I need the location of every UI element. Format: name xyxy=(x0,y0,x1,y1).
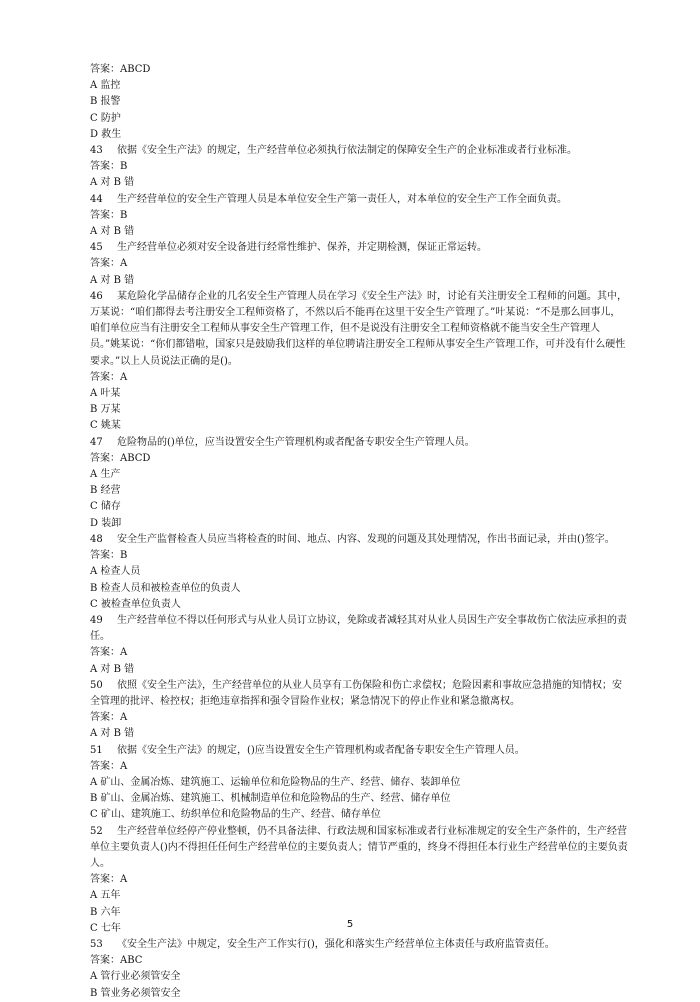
option-line: D 救生 xyxy=(90,128,122,140)
answer-line: 答案：B xyxy=(90,161,128,173)
option-line: C 矿山、建筑施工、纺织单位和危险物品的生产、经营、储存单位 xyxy=(90,809,381,821)
answer-line: 答案：ABC xyxy=(90,955,143,967)
option-line: A 对 B 错 xyxy=(90,663,135,675)
option-line: A 五年 xyxy=(90,890,121,902)
option-line: C 被检查单位负责人 xyxy=(90,598,181,610)
question-text: 生产经营单位经停产停业整顿，仍不具备法律、行政法规和国家标准或者行业标准规定的安全生产条件的，生产经营单位主要负责人()内不得担任任何生产经营单位的主要负责人；情节严重的，终身不得担任本行业生产经营单位的主要负责人。 xyxy=(90,825,628,869)
question-text: 生产经营单位的安全生产管理人员是本单位安全生产第一责任人，对本单位的安全生产工作全面负责。 xyxy=(117,193,567,205)
question-53 xyxy=(90,937,630,953)
answer-line: 答案：B xyxy=(90,209,128,221)
option-line: A 对 B 错 xyxy=(90,728,135,740)
option-line: A 检查人员 xyxy=(90,566,141,578)
question-number: 50 xyxy=(90,679,103,691)
option-line: B 矿山、金属冶炼、建筑施工、机械制造单位和危险物品的生产、经营、储存单位 xyxy=(90,793,451,805)
answer-line: 答案：ABCD xyxy=(90,64,151,75)
answer-line: 答案：A xyxy=(90,371,128,383)
option-line: C 储存 xyxy=(90,501,121,513)
question-number: 43 xyxy=(90,145,103,157)
option-line: B 报警 xyxy=(90,96,121,108)
answer-line: 答案：A xyxy=(90,760,128,772)
option-line: A 对 B 错 xyxy=(90,177,135,189)
option-line: A 对 B 错 xyxy=(90,274,135,286)
option-line: B 管业务必须管安全 xyxy=(90,987,181,999)
question-number: 44 xyxy=(90,193,103,205)
question-number: 47 xyxy=(90,436,103,448)
option-line: B 经营 xyxy=(90,485,121,497)
answer-line: 答案：ABCD xyxy=(90,452,151,464)
answer-line: 答案：A xyxy=(90,647,128,659)
option-line: A 管行业必须管安全 xyxy=(90,971,181,983)
question-46 xyxy=(90,289,630,370)
question-45 xyxy=(90,240,630,256)
question-43 xyxy=(90,143,630,159)
question-text: 安全生产监督检查人员应当将检查的时间、地点、内容、发现的问题及其处理情况，作出书面记录，并由()签字。 xyxy=(117,533,615,545)
question-list xyxy=(90,62,630,1002)
question-50 xyxy=(90,678,630,710)
option-line: B 万某 xyxy=(90,404,121,416)
question-number: 51 xyxy=(90,744,103,756)
option-line: A 矿山、金属冶炼、建筑施工、运输单位和危险物品的生产、经营、储存、装卸单位 xyxy=(90,776,461,788)
answer-line: 答案：A xyxy=(90,258,128,270)
option-line: C 七年 xyxy=(90,922,121,934)
option-line: C 姚某 xyxy=(90,420,121,432)
question-number: 52 xyxy=(90,825,103,837)
question-text: 《安全生产法》中规定，安全生产工作实行()，强化和落实生产经营单位主体责任与政府监管责任。 xyxy=(117,938,555,950)
answer-line: 答案：B xyxy=(90,550,128,562)
answer-line: 答案：A xyxy=(90,712,128,724)
question-number: 49 xyxy=(90,614,103,626)
question-44 xyxy=(90,192,630,208)
question-number: 46 xyxy=(90,290,103,302)
option-line: B 检查人员和被检查单位的负责人 xyxy=(90,582,241,594)
question-number: 48 xyxy=(90,533,103,545)
option-line: D 装卸 xyxy=(90,517,122,529)
option-line: A 监控 xyxy=(90,80,121,92)
page-number: 5 xyxy=(346,919,354,930)
question-text: 某危险化学品储存企业的几名安全生产管理人员在学习《安全生产法》时，讨论有关注册安全工程师的问题。其中，万某说：“咱们都得去考注册安全工程师资格了，不然以后不能再在这里干安全生产管理了。”叶某说：“不是那么回事儿，咱们单位应当有注册安全工程师从事安全生产管理工作，但不是说没有注册安全工程师资格就不能当安全生产管理人员。”姚某说：“你们都错啦，国家只是鼓励我们这样的单位聘请注册安全工程师从事安全生产管理工作，可并没有什么硬性要求。”以上人员说法正确的是()。 xyxy=(90,290,627,367)
option-line: A 生产 xyxy=(90,469,121,481)
question-51 xyxy=(90,743,630,759)
question-text: 生产经营单位必须对安全设备进行经常性维护、保养，并定期检测，保证正常运转。 xyxy=(117,242,487,254)
question-47 xyxy=(90,435,630,451)
question-49 xyxy=(90,613,630,645)
option-line: A 叶某 xyxy=(90,388,121,400)
question-48 xyxy=(90,532,630,548)
question-text: 依据《安全生产法》的规定，生产经营单位必须执行依法制定的保障安全生产的企业标准或者行业标准。 xyxy=(117,145,577,157)
option-line: A 对 B 错 xyxy=(90,226,135,238)
answer-line: 答案：A xyxy=(90,874,128,886)
question-text: 危险物品的()单位，应当设置安全生产管理机构或者配备专职安全生产管理人员。 xyxy=(117,436,475,448)
question-number: 45 xyxy=(90,242,103,254)
question-number: 53 xyxy=(90,938,103,950)
question-text: 依据《安全生产法》的规定，()应当设置安全生产管理机构或者配备专职安全生产管理人员。 xyxy=(117,744,525,756)
question-text: 依照《安全生产法》，生产经营单位的从业人员享有工伤保险和伤亡求偿权；危险因素和事故应急措施的知情权；安全管理的批评、检控权；拒绝违章指挥和强令冒险作业权；紧急情况下的停止作业和紧急撤离权。 xyxy=(90,679,622,707)
option-line: B 六年 xyxy=(90,906,121,918)
question-text: 生产经营单位不得以任何形式与从业人员订立协议，免除或者减轻其对从业人员因生产安全事故伤亡依法应承担的责任。 xyxy=(90,614,627,643)
option-line: C 防护 xyxy=(90,112,121,124)
question-52 xyxy=(90,824,630,873)
